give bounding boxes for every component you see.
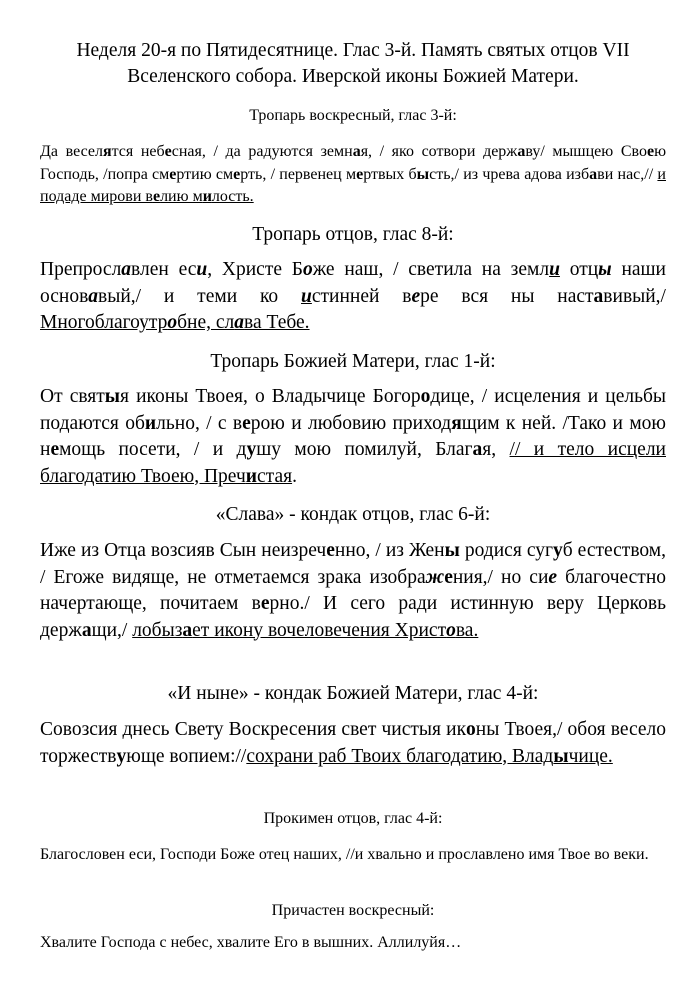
- kontakion-fathers-heading: «Слава» - кондак отцов, глас 6-й:: [215, 504, 491, 525]
- kontakion-theotokos-text: Совозсия днесь Свету Воскресения свет чистыя иконы Твоея,/ обоя весело торжествующе вопием://сохрани раб Твоих благодатию, Владычице.: [40, 719, 666, 767]
- prokeimenon-text: Благословен еси, Господи Боже отец наших, //и хвально и прославлено имя Твое во веки.: [40, 846, 649, 863]
- kontakion-theotokos-heading: «И ныне» - кондак Божией Матери, глас 4-й:: [167, 683, 539, 704]
- communion-heading: Причастен воскресный:: [271, 902, 435, 919]
- kontakion-fathers-refrain: лобызает икону вочеловечения Христова.: [132, 619, 479, 641]
- page-title-line-2: Вселенского собора. Иверской иконы Божией Матери.: [127, 66, 579, 87]
- page-title: [40, 38, 666, 90]
- troparion-sunday-text: Да веселятся небесная, / да радуются земная, / яко сотвори державу/ мышцею Своею Господь, /попра смертию смерть, / первенец мертвых бысть,/ из чрева адова избави нас,// и подаде мирови велию милость.: [40, 143, 667, 205]
- troparion-fathers-refrain: Многоблагоутробне, слава Тебе.: [40, 312, 310, 333]
- troparion-theotokos-heading: Тропарь Божией Матери, глас 1-й:: [210, 351, 496, 372]
- troparion-fathers-text: Препрославлен еси, Христе Боже наш, / светила на земли отцы наши основавый,/ и теми ко истинней вере вся ны наставивый,/ Многоблагоутробне, слава Тебе.: [40, 259, 666, 333]
- troparion-theotokos-refrain: // и тело исцели благодатию Твоею, Пречистая: [40, 439, 666, 487]
- troparion-theotokos-text: От святыя иконы Твоея, о Владычице Богородице, / исцеления и цельбы подаются обильно, / с верою и любовию приходящим к ней. /Тако и мою немощь посети, / и душу мою помилуй, Благая, // и тело исцели благодатию Твоею, Пречистая.: [40, 386, 667, 487]
- troparion-sunday-heading: Тропарь воскресный, глас 3-й:: [249, 107, 457, 124]
- page-title-line-1: Неделя 20-я по Пятидесятнице. Глас 3-й. Память святых отцов VII: [76, 40, 630, 61]
- kontakion-theotokos-refrain: сохрани раб Твоих благодатию, Владычице.: [246, 745, 613, 767]
- prokeimenon-heading: Прокимен отцов, глас 4-й:: [263, 810, 443, 827]
- troparion-fathers-heading: Тропарь отцов, глас 8-й:: [252, 224, 454, 245]
- troparion-sunday-refrain: и подаде мирови велию милость.: [40, 165, 666, 205]
- communion-text: Хвалите Господа с небес, хвалите Его в вышних. Аллилуйя…: [40, 934, 462, 951]
- kontakion-fathers-text: Иже из Отца возсияв Сын неизреченно, / из Жены родися сугуб естеством, / Егоже видяще, не отметаемся зрака изображения,/ но сие благочестно начертающе, почитаем верно./ И сего ради истинную веру Церковь держащи,/ лобызает икону вочеловечения Христова.: [40, 540, 666, 641]
